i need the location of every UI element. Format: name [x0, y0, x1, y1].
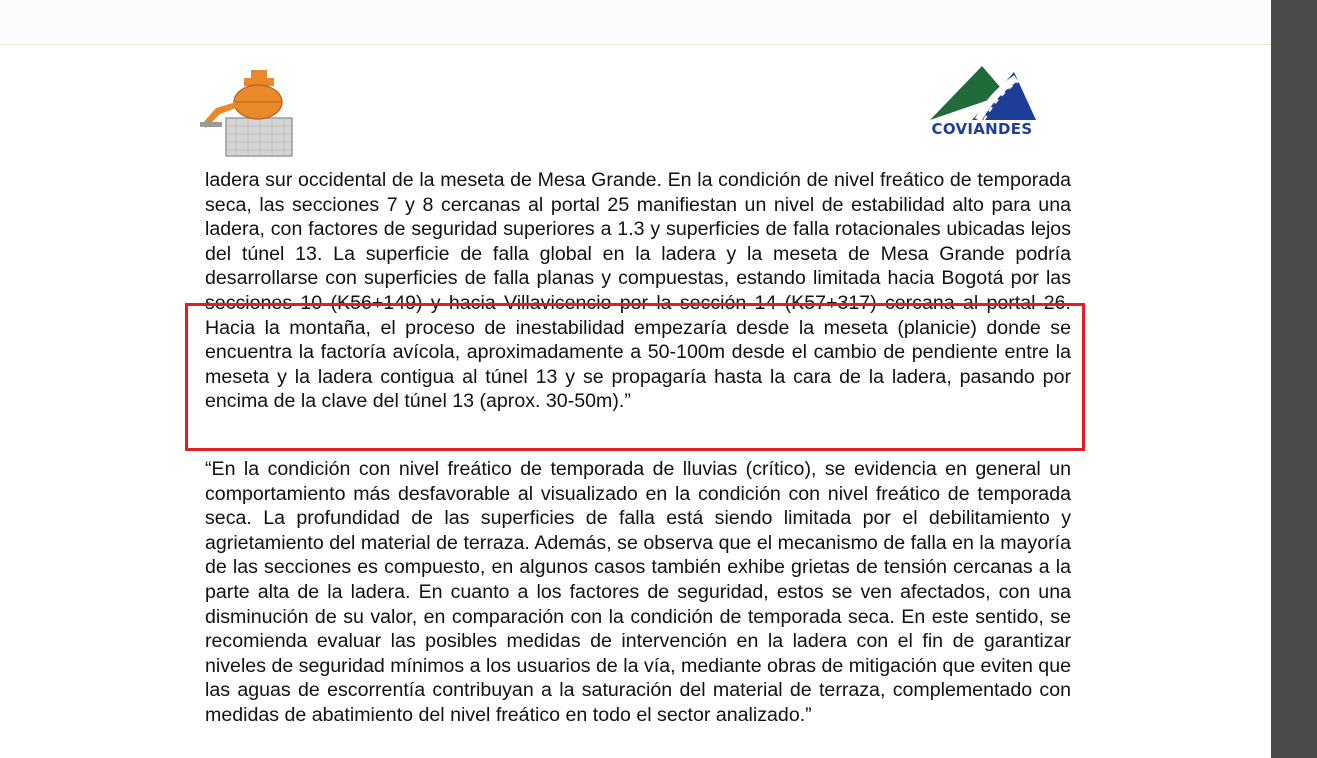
viewer-scrollbar[interactable] — [1271, 0, 1317, 758]
coviandes-logo — [926, 62, 1038, 140]
company-logo-left — [196, 68, 296, 160]
page-top-edge — [0, 0, 1271, 45]
red-highlight-box — [185, 303, 1085, 451]
paragraph-lluvias: “En la condición con nivel freático de temporada de lluvias (crítico), se evidencia en general un comportamiento más desfavorable al visualizado en la condición con nivel freático de temporada seca. La profundidad de las superficies de falla está siendo limitada por el debilitamiento y agrietamiento del material de terraza. Además, se observa que el mecanismo de falla en la mayoría de las secciones es compuesto, en algunos casos también exhibe grietas de tensión cercanas a la parte alta de la ladera. En cuanto a los factores de seguridad, estos se ven afectados, con una disminución de su valor, en comparación con la condición de temporada seca. En este sentido, se recomienda evaluar las posibles medidas de intervención en la ladera con el fin de garantizar niveles de seguridad mínimos a los usuarios de la vía, mediante obras de mitigación que eviten que las aguas de escorrentía contribuyan a la saturación del material de terraza, complementado con medidas de abatimiento del nivel freático en todo el sector analizado.” — [205, 458, 1071, 726]
paragraph-ladera: ladera sur occidental de la meseta de Mesa Grande. En la condición de nivel freático de temporada seca, las secciones 7 y 8 cercanas al portal 25 manifiestan un nivel de estabilidad alto para una ladera, con factores de seguridad superiores a 1.3 y superficies de falla rotacionales ubicadas lejos del túnel 13. La superficie de falla global en la ladera y la meseta de Mesa Grande podría desarrollarse con superficies de falla planas y compuestas, estando limitada hacia Bogotá por las secciones 10 (K56+149) y hacia Villavicencio por la sección 14 (K57+317) cercana al portal 26. Hacia la montaña, el proceso de inestabilidad empezaría desde la meseta (planicie) donde se encuentra la factoría avícola, aproximadamente a 50-100m desde el cambio de pendiente entre la meseta y la ladera contigua al túnel 13 y se propagaría hasta la cara de la ladera, pasando por encima de la clave del túnel 13 (aprox. 30-50m).” — [205, 169, 1071, 413]
coviandes-logo-text: COVIANDES — [931, 120, 1033, 138]
